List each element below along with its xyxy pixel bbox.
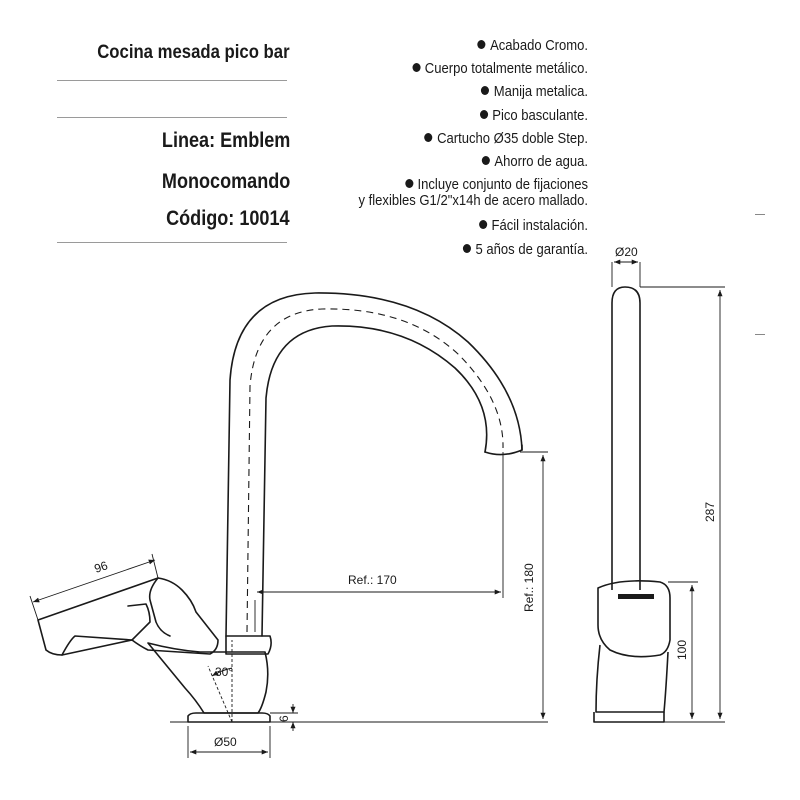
dim-reach: Ref.: 170: [348, 573, 397, 587]
brand-plate-icon: [618, 594, 654, 599]
dim-angle: 30°: [215, 665, 234, 679]
feature-item: Manija metalica.: [300, 81, 588, 104]
product-title: Cocina mesada pico bar: [97, 42, 290, 63]
feature-item-continuation: y flexibles G1/2"x14h de acero mallado.: [358, 193, 588, 210]
dim-body-height: 100: [675, 639, 689, 660]
feature-item: Pico basculante.: [300, 105, 588, 128]
dim-base-thickness: 6: [277, 715, 291, 722]
product-line: Linea: Emblem: [161, 129, 290, 152]
faucet-base-side: [594, 712, 664, 722]
faucet-body-side: [598, 581, 670, 657]
feature-item: Acabado Cromo.: [300, 35, 588, 58]
dim-handle-length: 96: [92, 558, 110, 576]
lever-handle-front: [38, 578, 218, 655]
feature-item: Cartucho Ø35 doble Step.: [300, 128, 588, 151]
feature-item: Fácil instalación.: [300, 215, 588, 238]
dim-spout-diameter: Ø20: [615, 245, 638, 259]
dim-total-height: 287: [703, 501, 717, 522]
product-code: Código: 10014: [166, 207, 290, 230]
spout-side: [612, 287, 640, 590]
dim-base-diameter: Ø50: [214, 735, 237, 749]
feature-item: Incluye conjunto de fijaciones: [300, 174, 588, 197]
product-type: Monocomando: [161, 170, 290, 193]
feature-item: Cuerpo totalmente metálico.: [300, 58, 588, 81]
feature-item: Ahorro de agua.: [300, 151, 588, 174]
feature-item: 5 años de garantía.: [300, 239, 588, 262]
spout-front-inner: [262, 326, 487, 636]
dim-height-ref: Ref.: 180: [522, 563, 536, 612]
faucet-base-front: [188, 713, 270, 722]
